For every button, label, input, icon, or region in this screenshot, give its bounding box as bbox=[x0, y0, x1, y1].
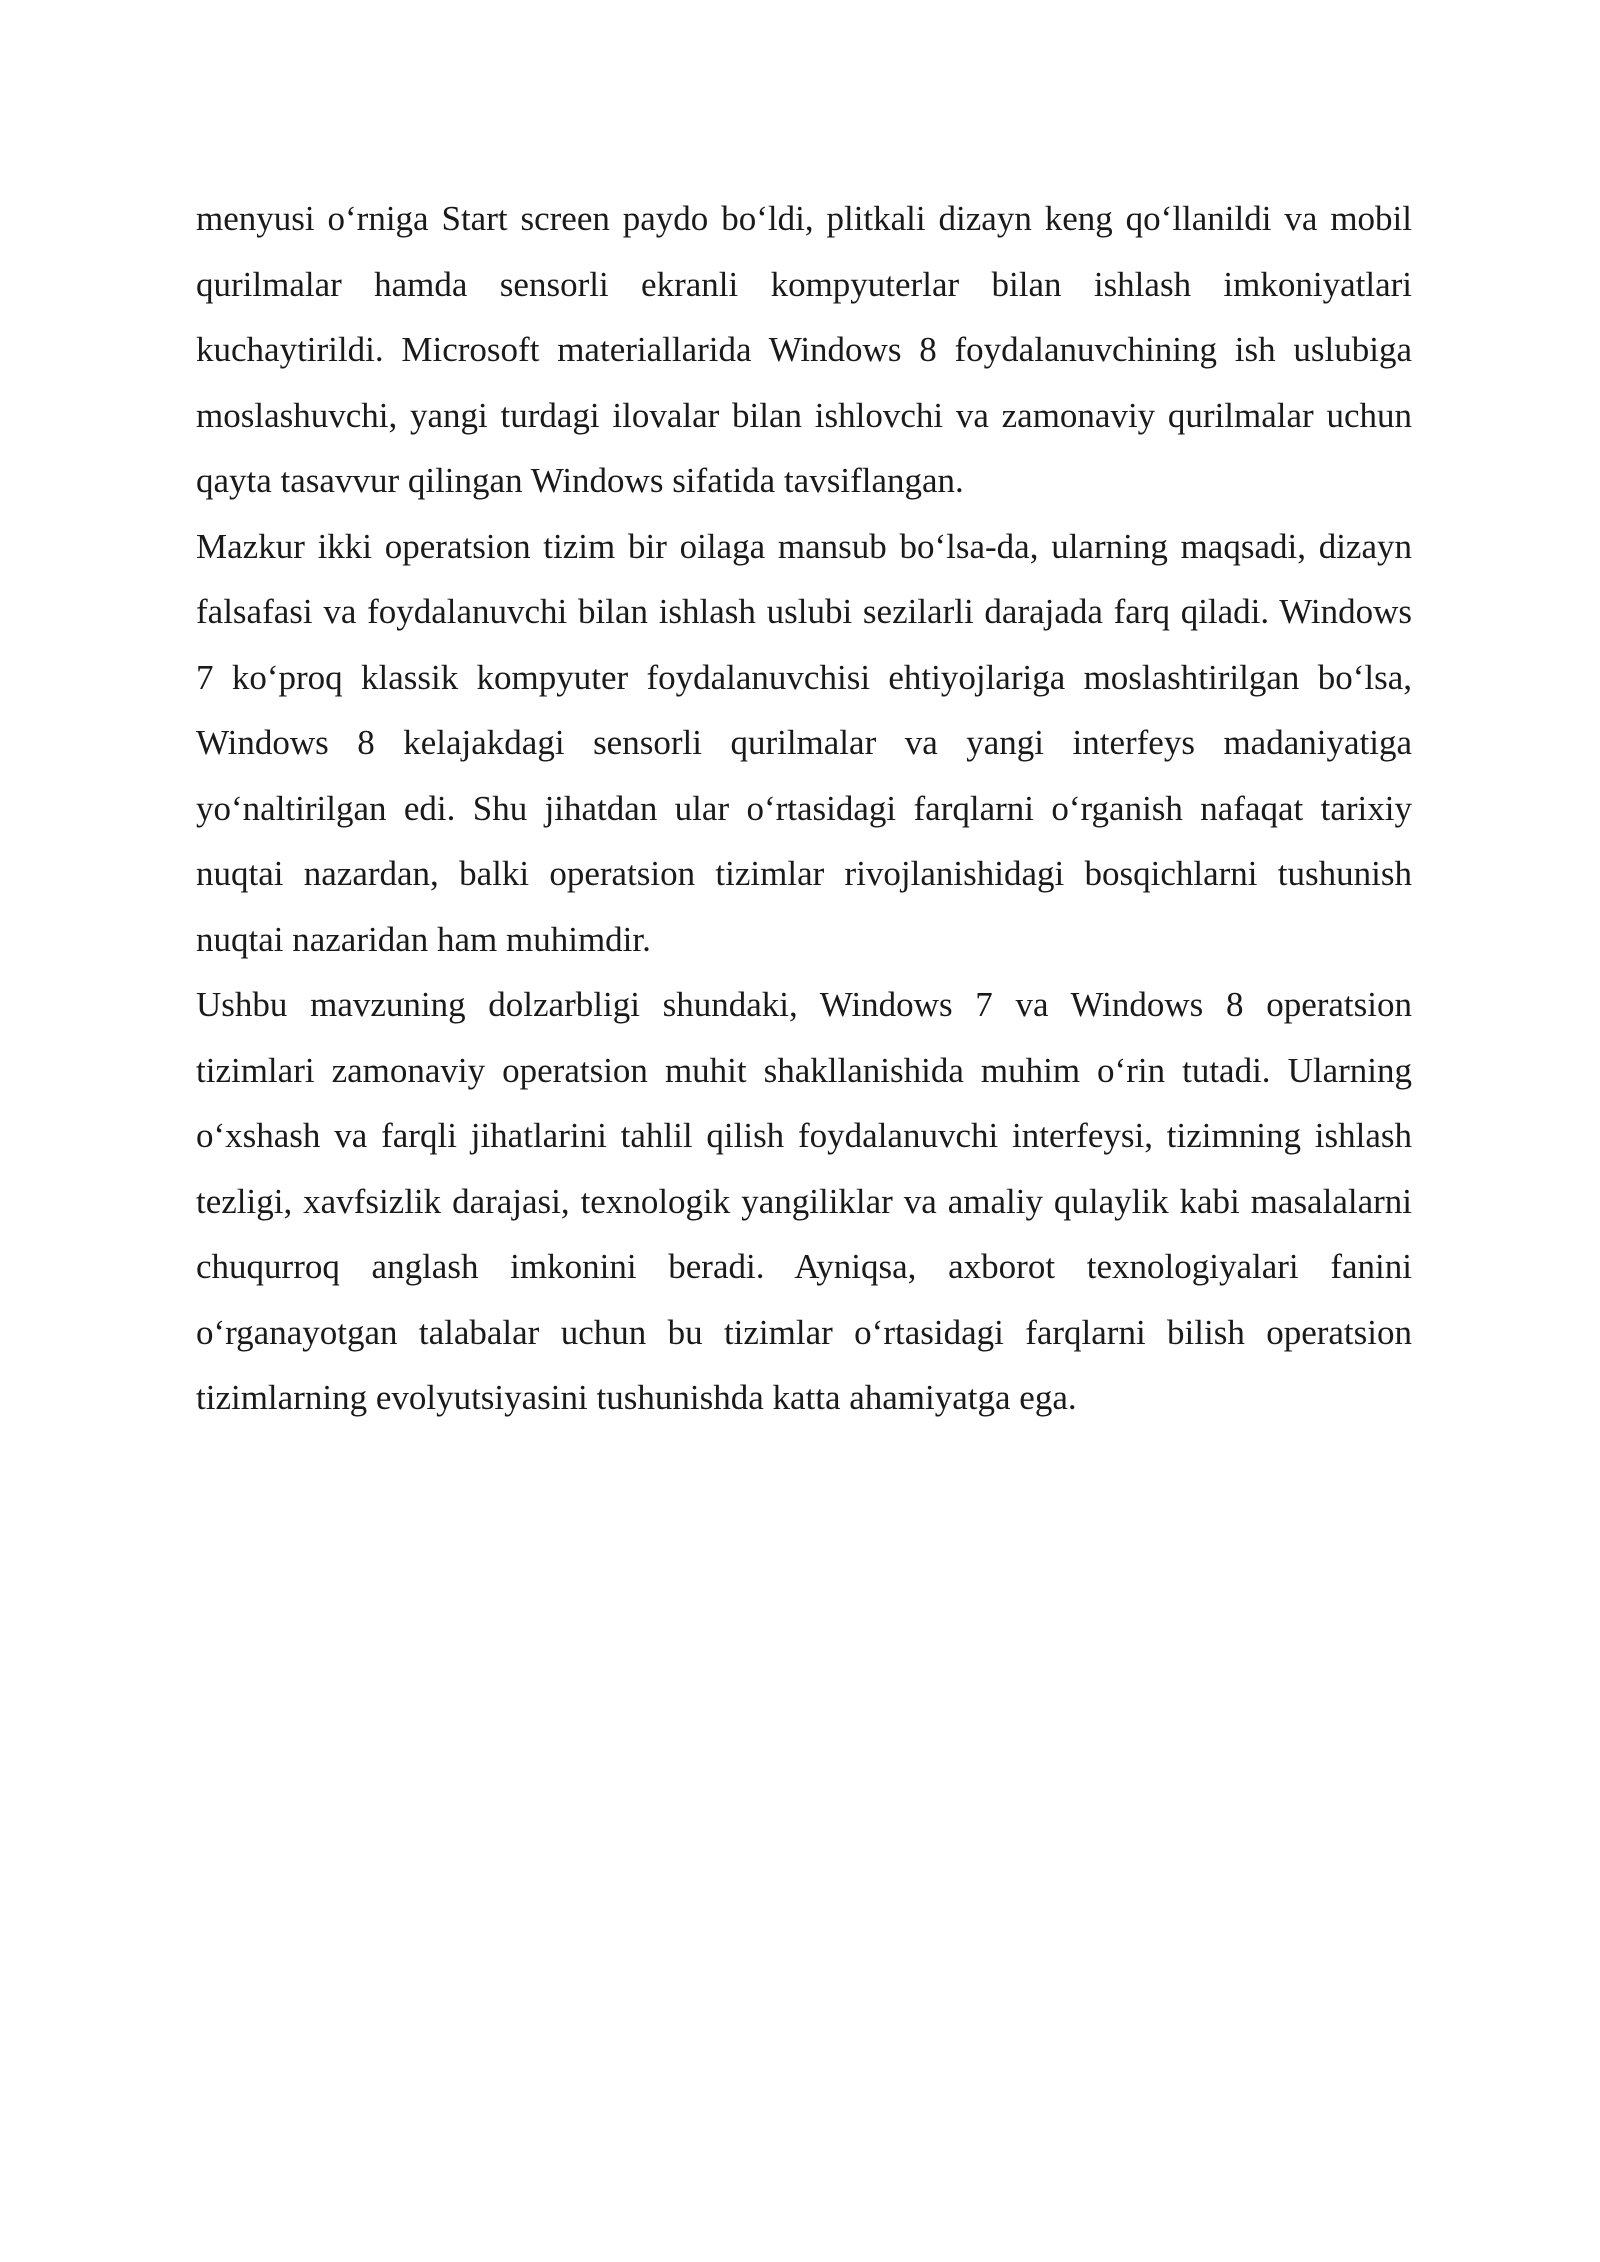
paragraph-1: menyusi o‘rniga Start screen paydo bo‘ldi, plitkali dizayn keng qo‘llanildi va mobil qurilmalar hamda sensorli ekranli kompyuterlar bilan ishlash imkoniyatlari kuchaytirildi. Microsoft materiallarida Windows 8 foydalanuvchining ish uslubiga moslashuvchi, yangi turdagi ilovalar bilan ishlovchi va zamonaviy qurilmalar uchun qayta tasavvur qilingan Windows sifatida tavsiflangan. bbox=[196, 199, 1412, 500]
paragraph-2: Mazkur ikki operatsion tizim bir oilaga mansub bo‘lsa-da, ularning maqsadi, dizayn falsafasi va foydalanuvchi bilan ishlash uslubi sezilarli darajada farq qiladi. Windows 7 ko‘proq klassik kompyuter foydalanuvchisi ehtiyojlariga moslashtirilgan bo‘lsa, Windows 8 kelajakdagi sensorli qurilmalar va yangi interfeys madaniyatiga yo‘naltirilgan edi. Shu jihatdan ular o‘rtasidagi farqlarni o‘rganish nafaqat tarixiy nuqtai nazardan, balki operatsion tizimlar rivojlanishidagi bosqichlarni tushunish nuqtai nazaridan ham muhimdir. bbox=[196, 526, 1412, 959]
paragraph-3: Ushbu mavzuning dolzarbligi shundaki, Windows 7 va Windows 8 operatsion tizimlari zamonaviy operatsion muhit shakllanishida muhim o‘rin tutadi. Ularning o‘xshash va farqli jihatlarini tahlil qilish foydalanuvchi interfeysi, tizimning ishlash tezligi, xavfsizlik darajasi, texnologik yangiliklar va amaliy qulaylik kabi masalalarni chuqurroq anglash imkonini beradi. Ayniqsa, axborot texnologiyalari fanini o‘rganayotgan talabalar uchun bu tizimlar o‘rtasidagi farqlarni bilish operatsion tizimlarning evolyutsiyasini tushunishda katta ahamiyatga ega. bbox=[196, 985, 1412, 1417]
body-text bbox=[196, 186, 1412, 1431]
